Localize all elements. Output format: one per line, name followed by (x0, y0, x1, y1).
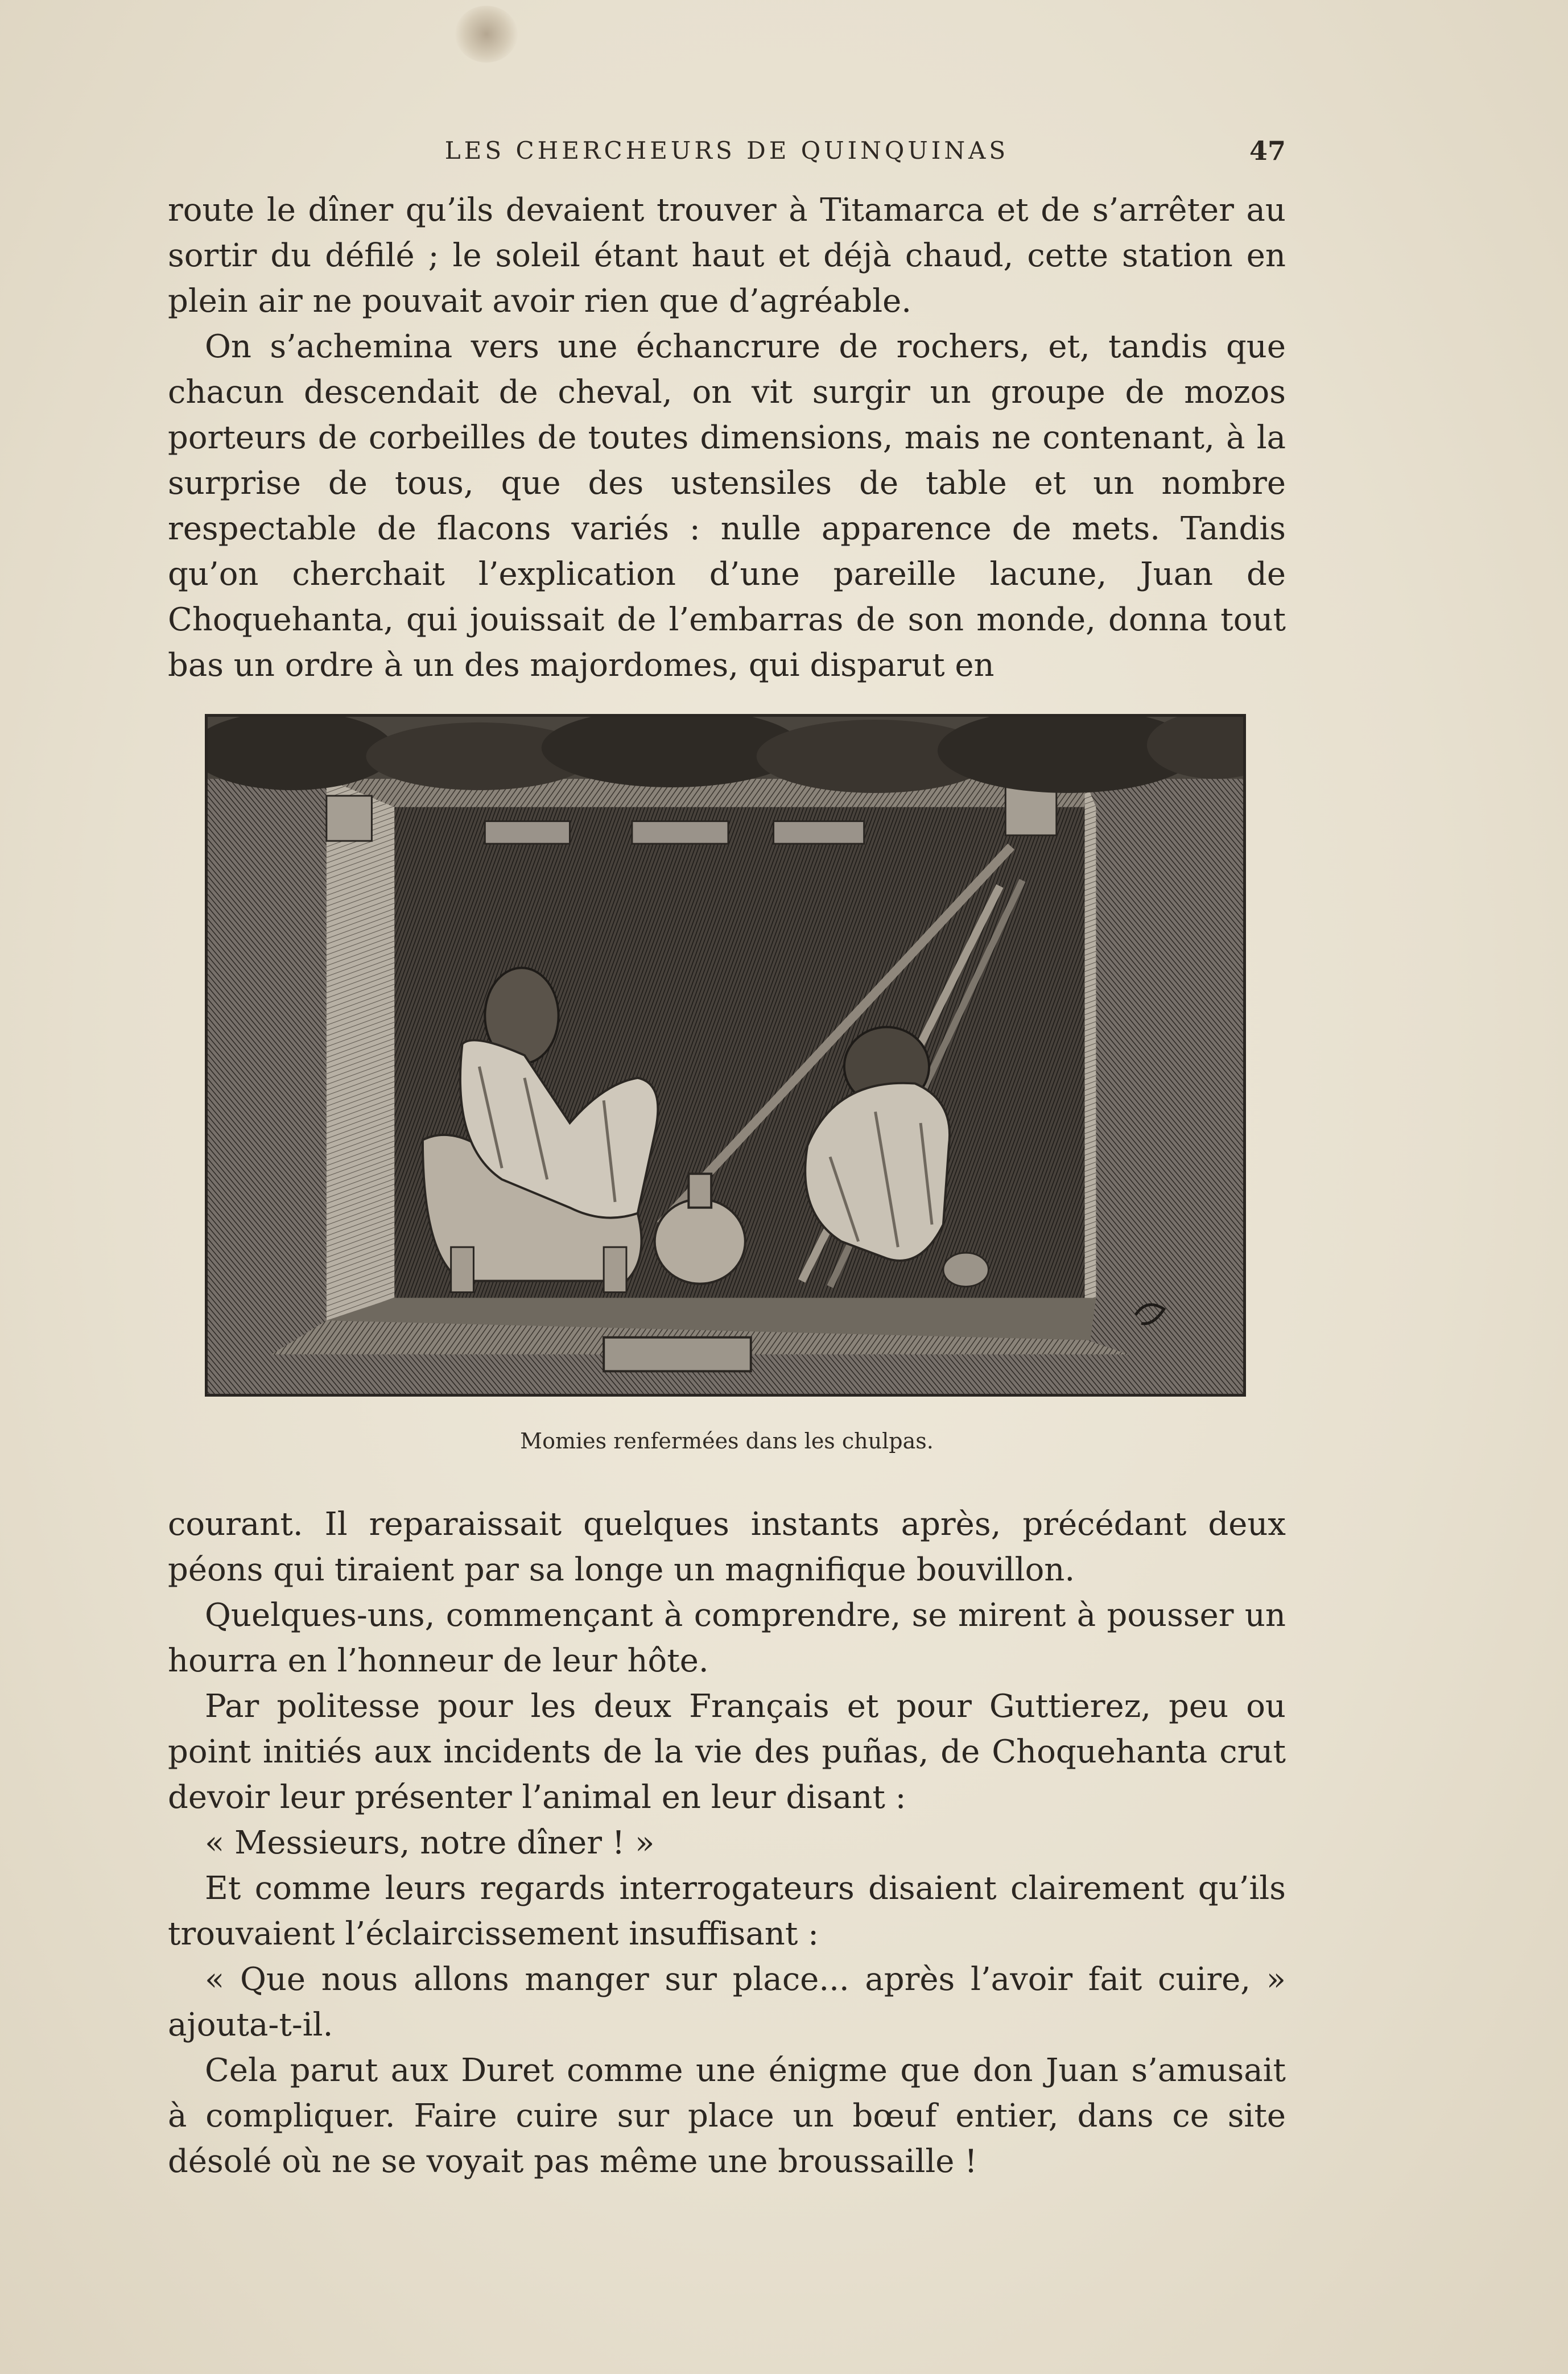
engraving-illustration (205, 714, 1246, 1397)
text-block-bottom (168, 1502, 1286, 2185)
paragraph: courant. Il reparaissait quelques instants après, précédant deux péons qui tiraient par sa longe un magnifique bouvillon. (168, 1506, 1286, 1588)
paragraph: On s’achemina vers une échancrure de rochers, et, tandis que chacun descendait de cheval, on vit surgir un groupe de mozos porteurs de corbeilles de toutes dimensions, mais ne contenant, à la surprise de tous, que des ustensiles de table et un nombre respectable de flacons variés : nulle apparence de mets. Tandis qu’on cherchait l’explication d’une pareille lacune, Juan de Choquehanta, qui jouissait de l’embarras de son monde, donna tout bas un ordre à un des majordomes, qui disparut en (168, 328, 1286, 684)
paragraph: Quelques-uns, commençant à comprendre, se mirent à pousser un hourra en l’honneur de leur hôte. (168, 1597, 1286, 1679)
page-number: 47 (1249, 135, 1286, 166)
paragraph: route le dîner qu’ils devaient trouver à Titamarca et de s’arrêter au sortir du défilé ; le soleil étant haut et déjà chaud, cette station en plein air ne pouvait avoir rien que d’agréable. (168, 192, 1286, 320)
text-block-top (168, 188, 1286, 688)
paragraph: Cela parut aux Duret comme une énigme que don Juan s’amusait à compliquer. Faire cuire sur place un bœuf entier, dans ce site désolé où ne se voyait pas même une broussaille ! (168, 2052, 1286, 2180)
page-header (168, 134, 1286, 168)
paragraph: « Que nous allons manger sur place... après l’avoir fait cuire, » ajouta-t-il. (168, 1961, 1286, 2043)
ink-stain (455, 6, 518, 63)
running-title: LES CHERCHEURS DE QUINQUINAS (444, 137, 1009, 164)
paragraph: « Messieurs, notre dîner ! » (205, 1824, 655, 1861)
paragraph: Par politesse pour les deux Français et pour Guttierez, peu ou point initiés aux incidents de la vie des puñas, de Choquehanta crut devoir leur présenter l’animal en leur disant : (168, 1688, 1286, 1816)
mummies-engraving (208, 717, 1243, 1394)
paragraph: Et comme leurs regards interrogateurs disaient clairement qu’ils trouvaient l’éclaircissement insuffisant : (168, 1870, 1286, 1952)
figure-caption: Momies renfermées dans les chulpas. (520, 1428, 934, 1454)
